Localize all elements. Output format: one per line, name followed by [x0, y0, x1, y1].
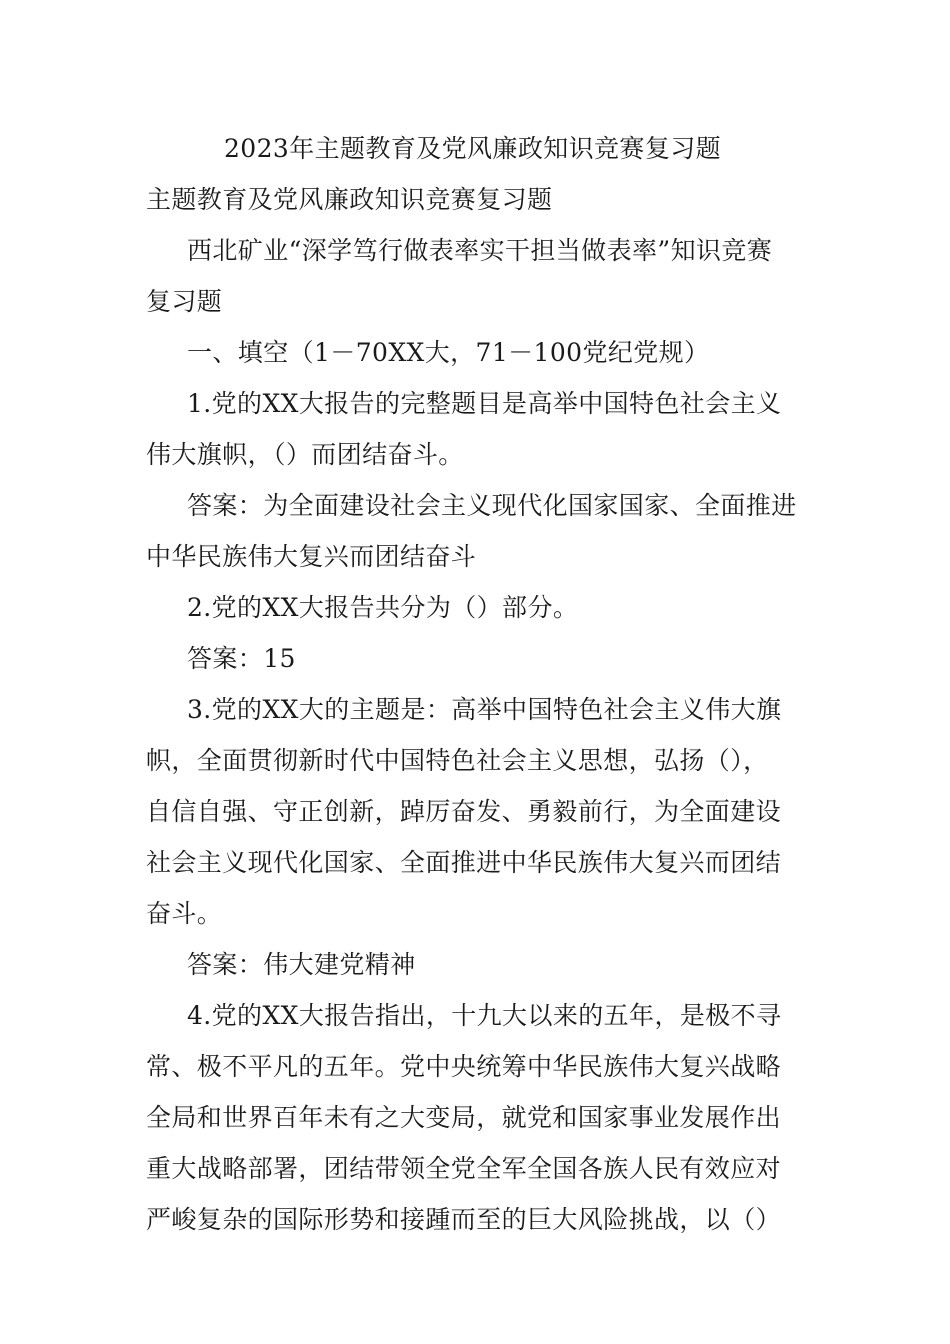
- question-line: 全局和世界百年未有之大变局，就党和国家事业发展作出: [146, 1103, 782, 1132]
- question-line: 4.党的XX大报告指出，十九大以来的五年，是极不寻: [187, 1001, 782, 1030]
- question-line: 严峻复杂的国际形势和接踵而至的巨大风险挑战，以（）: [146, 1205, 782, 1234]
- question-line: 常、极不平凡的五年。党中央统筹中华民族伟大复兴战略: [146, 1052, 782, 1081]
- question-line: 自信自强、守正创新，踔厉奋发、勇毅前行，为全面建设: [146, 797, 782, 826]
- question-line: 社会主义现代化国家、全面推进中华民族伟大复兴而团结: [146, 848, 782, 877]
- answer-line: 中华民族伟大复兴而团结奋斗: [146, 542, 477, 571]
- subtitle-line: 主题教育及党风廉政知识竞赛复习题: [146, 185, 553, 214]
- document-title: 2023年主题教育及党风廉政知识竞赛复习题: [224, 134, 722, 163]
- answer-line: 答案：15: [187, 644, 296, 673]
- paragraph-line: 复习题: [146, 287, 223, 316]
- paragraph-line: 西北矿业“深学笃行做表率实干担当做表率”知识竞赛: [187, 236, 773, 265]
- question-line: 帜，全面贯彻新时代中国特色社会主义思想，弘扬（），: [146, 746, 769, 775]
- question-line: 3.党的XX大的主题是：高举中国特色社会主义伟大旗: [187, 695, 782, 724]
- question-line: 重大战略部署，团结带领全党全军全国各族人民有效应对: [146, 1154, 782, 1183]
- question-line: 伟大旗帜，（）而团结奋斗。: [146, 440, 464, 469]
- section-heading: 一、填空（1－70XX大，71－100党纪党规）: [187, 338, 710, 367]
- answer-line: 答案：伟大建党精神: [187, 950, 416, 979]
- question-line: 奋斗。: [146, 899, 223, 928]
- question-line: 1.党的XX大报告的完整题目是高举中国特色社会主义: [187, 389, 782, 418]
- answer-line: 答案：为全面建设社会主义现代化国家国家、全面推进: [187, 491, 797, 520]
- question-line: 2.党的XX大报告共分为（）部分。: [187, 593, 579, 622]
